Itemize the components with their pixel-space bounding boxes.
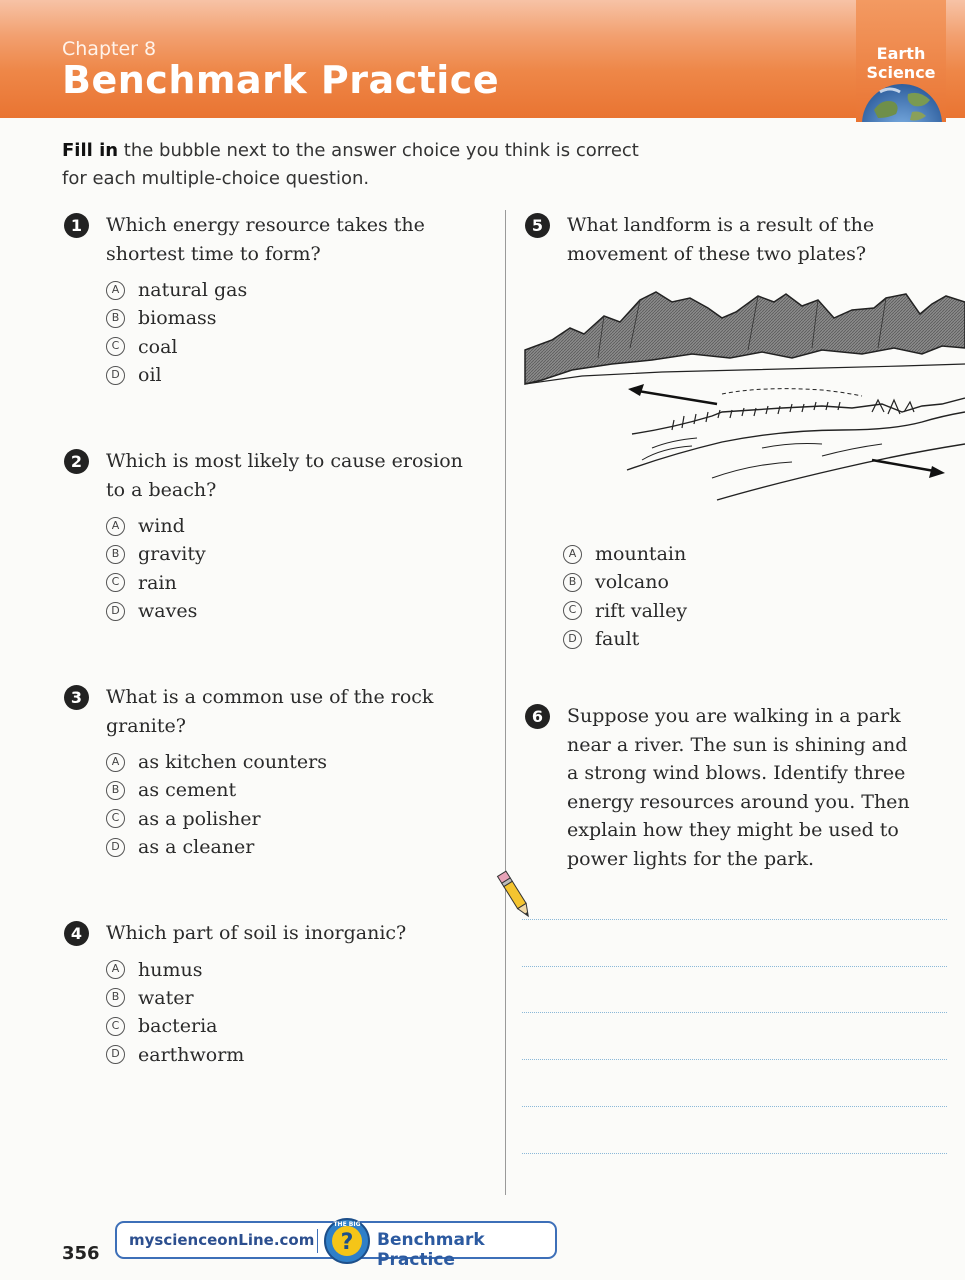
answer-choice[interactable]: [106, 361, 484, 389]
answer-bubble[interactable]: C: [106, 573, 125, 592]
question-2: [64, 447, 484, 625]
footer-separator: [317, 1229, 318, 1253]
badge-line-2: Science: [866, 63, 936, 82]
answer-bubble[interactable]: C: [563, 601, 582, 620]
choice-text: as a polisher: [138, 807, 261, 830]
choice-text: wind: [138, 515, 185, 538]
answer-bubble[interactable]: C: [106, 1017, 125, 1036]
choice-text: coal: [138, 335, 178, 358]
answer-bubble[interactable]: D: [106, 838, 125, 857]
question-number: 1: [64, 213, 89, 238]
choice-text: oil: [138, 364, 162, 387]
answer-line[interactable]: [522, 1012, 947, 1013]
choice-text: humus: [138, 958, 203, 981]
globe-icon: [860, 80, 944, 122]
answer-line[interactable]: [522, 966, 947, 967]
answer-choices: [106, 748, 484, 861]
answer-line[interactable]: [522, 1106, 947, 1107]
page-title: Benchmark Practice: [62, 58, 500, 102]
question-mark-icon: [323, 1213, 371, 1265]
column-divider: [505, 210, 506, 1195]
instructions-emphasis: Fill in: [62, 140, 119, 161]
question-number: 4: [64, 921, 89, 946]
question-number: 6: [525, 704, 550, 729]
question-6: [525, 702, 945, 873]
answer-choice[interactable]: [106, 984, 484, 1012]
answer-choice[interactable]: [563, 597, 945, 625]
answer-choice[interactable]: [106, 540, 484, 568]
answer-bubble[interactable]: D: [106, 1045, 125, 1064]
answer-choice[interactable]: [106, 805, 484, 833]
answer-choice[interactable]: [106, 776, 484, 804]
instructions: [62, 137, 662, 193]
answer-bubble[interactable]: B: [563, 573, 582, 592]
answer-line[interactable]: [522, 1153, 947, 1154]
answer-bubble[interactable]: B: [106, 988, 125, 1007]
answer-bubble[interactable]: C: [106, 337, 125, 356]
instructions-text: the bubble next to the answer choice you think is correct for each multiple-choice question.: [62, 140, 639, 189]
plate-boundary-illustration: [522, 288, 965, 506]
answer-bubble[interactable]: A: [106, 517, 125, 536]
answer-bubble[interactable]: A: [106, 960, 125, 979]
question-5: [525, 211, 945, 268]
choice-text: natural gas: [138, 279, 248, 302]
choice-text: rain: [138, 571, 177, 594]
answer-choice[interactable]: [563, 540, 945, 568]
answer-choice[interactable]: [106, 304, 484, 332]
answer-bubble[interactable]: C: [106, 809, 125, 828]
question-text: What is a common use of the rock granite?: [106, 686, 434, 737]
subject-badge: [856, 0, 946, 122]
answer-choices: [106, 512, 484, 625]
question-number: 2: [64, 449, 89, 474]
choice-text: as a cleaner: [138, 836, 255, 859]
answer-choices: [106, 956, 484, 1069]
answer-bubble[interactable]: D: [563, 630, 582, 649]
answer-bubble[interactable]: D: [106, 602, 125, 621]
answer-choice[interactable]: [106, 569, 484, 597]
choice-text: biomass: [138, 307, 217, 330]
question-text: Suppose you are walking in a park near a river. The sun is shining and a strong wind blows. Identify three energy resources around you. Then explain how they might be used to power lights for the park.: [567, 705, 910, 870]
answer-line[interactable]: [522, 1059, 947, 1060]
choice-text: waves: [138, 600, 198, 623]
answer-choice[interactable]: [106, 333, 484, 361]
answer-choice[interactable]: [106, 956, 484, 984]
choice-text: water: [138, 986, 194, 1009]
svg-text:?: ?: [340, 1230, 354, 1255]
chapter-header: [0, 0, 965, 118]
answer-choice[interactable]: [563, 568, 945, 596]
answer-choice[interactable]: [106, 597, 484, 625]
answer-bubble[interactable]: B: [106, 545, 125, 564]
answer-choices: [563, 540, 945, 653]
website-link[interactable]: myscienceonLine.com: [129, 1231, 315, 1249]
footer-label: Benchmark Practice: [377, 1230, 485, 1270]
choice-text: bacteria: [138, 1015, 218, 1038]
answer-choice[interactable]: [106, 1040, 484, 1068]
answer-line[interactable]: [522, 919, 947, 920]
choice-text: as cement: [138, 779, 237, 802]
answer-bubble[interactable]: A: [563, 545, 582, 564]
choice-text: earthworm: [138, 1043, 245, 1066]
choice-text: volcano: [595, 571, 669, 594]
question-text: Which energy resource takes the shortest time to form?: [106, 214, 425, 265]
rift-cliff: [632, 398, 965, 434]
question-5-choices: [525, 540, 945, 653]
choice-text: fault: [595, 628, 640, 651]
answer-bubble[interactable]: B: [106, 781, 125, 800]
logo-text: THE BIG: [333, 1221, 361, 1228]
pencil-icon: [496, 868, 534, 922]
choice-text: as kitchen counters: [138, 751, 328, 774]
arrow-right: [872, 460, 940, 472]
question-text: Which part of soil is inorganic?: [106, 922, 407, 944]
page-number: 356: [62, 1243, 100, 1264]
answer-bubble[interactable]: A: [106, 753, 125, 772]
answer-bubble[interactable]: D: [106, 366, 125, 385]
choice-text: gravity: [138, 543, 206, 566]
question-number: 5: [525, 213, 550, 238]
answer-choices: [106, 276, 484, 389]
choice-text: mountain: [595, 543, 687, 566]
answer-choice[interactable]: [106, 512, 484, 540]
chapter-label: Chapter 8: [62, 38, 157, 60]
badge-line-1: Earth: [876, 44, 926, 63]
answer-choice[interactable]: [106, 748, 484, 776]
footer-banner: [115, 1221, 557, 1270]
question-4: [64, 919, 484, 1069]
choice-text: rift valley: [595, 599, 688, 622]
answer-choice[interactable]: [106, 1012, 484, 1040]
question-3: [64, 683, 484, 861]
question-text: Which is most likely to cause erosion to a beach?: [106, 450, 463, 501]
question-text: What landform is a result of the movement of these two plates?: [567, 214, 875, 265]
arrow-left: [632, 390, 717, 404]
answer-choice[interactable]: [106, 276, 484, 304]
question-1: [64, 211, 484, 389]
answer-choice[interactable]: [563, 625, 945, 653]
answer-bubble[interactable]: B: [106, 309, 125, 328]
answer-choice[interactable]: [106, 833, 484, 861]
question-number: 3: [64, 685, 89, 710]
answer-bubble[interactable]: A: [106, 281, 125, 300]
